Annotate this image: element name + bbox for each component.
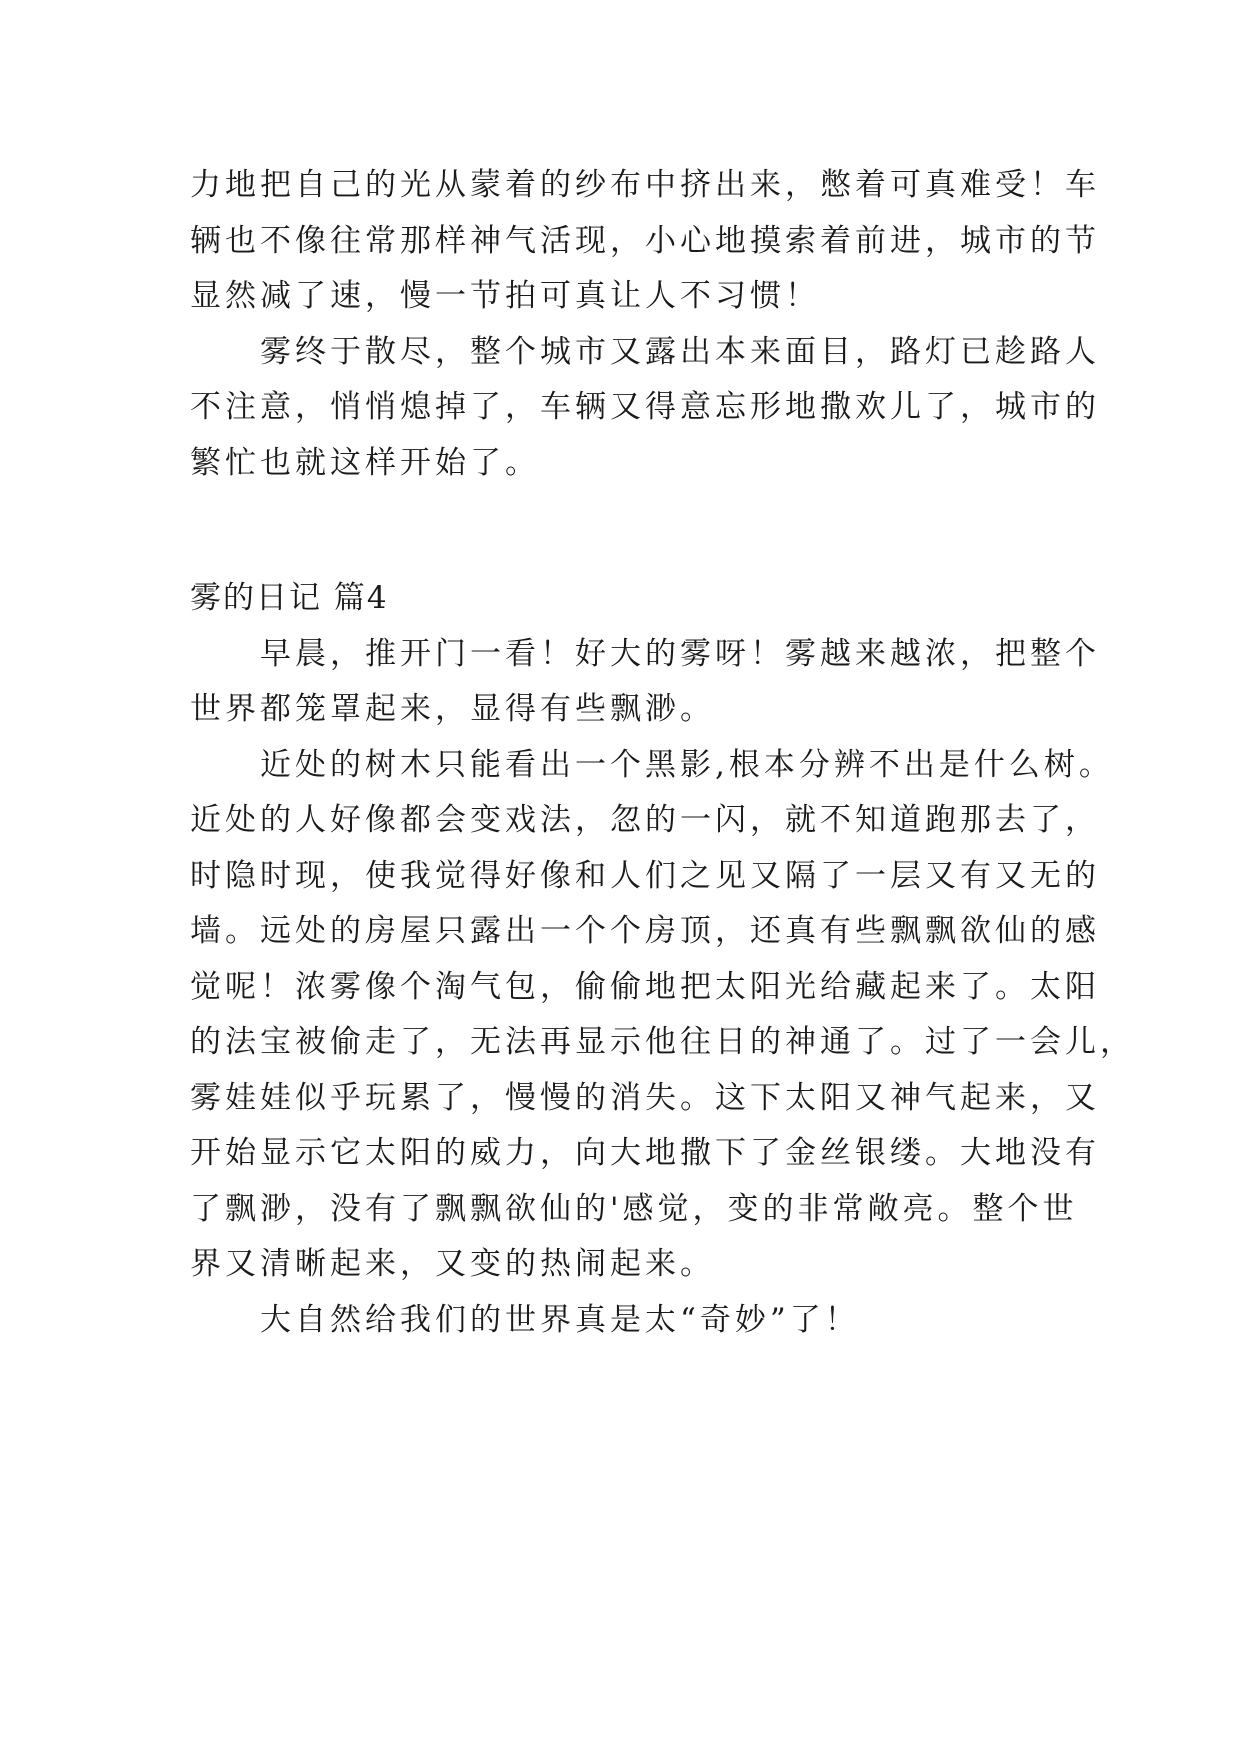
section-gap	[190, 491, 1060, 571]
text-line: 世界都笼罩起来，显得有些飘渺。	[190, 691, 715, 727]
text-line: 不注意，悄悄熄掉了，车辆又得意忘形地撒欢儿了，城市的	[190, 389, 1100, 425]
text-line: 雾娃娃似乎玩累了，慢慢的消失。这下太阳又神气起来，又	[190, 1079, 1100, 1116]
text-line: 的法宝被偷走了，无法再显示他往日的神通了。过了一会儿，	[190, 1024, 1135, 1060]
text-line: 早晨，推开门一看！好大的雾呀！雾越来越浓，把整个	[260, 635, 1100, 672]
text-line: 墙。远处的房屋只露出一个个房顶，还真有些飘飘欲仙的感	[190, 913, 1100, 949]
text-line: 了飘渺，没有了飘飘欲仙的'感觉，变的非常敞亮。整个世	[190, 1190, 1078, 1227]
paragraph-fog-clears	[190, 325, 1100, 492]
paragraph-street-scene	[190, 158, 1100, 325]
paragraph-fog-description	[190, 738, 1135, 1293]
text-line: 雾终于散尽，整个城市又露出本来面目，路灯已趁路人	[260, 333, 1100, 370]
text-line: 近处的树木只能看出一个黑影,根本分辨不出是什么树。	[260, 746, 1114, 783]
text-line: 时隐时现，使我觉得好像和人们之见又隔了一层又有又无的	[190, 857, 1100, 894]
text-line: 显然减了速，慢一节拍可真让人不习惯！	[190, 278, 820, 314]
text-line: 界又清晰起来，又变的热闹起来。	[190, 1246, 715, 1282]
text-line: 开始显示它太阳的威力，向大地撒下了金丝银缕。大地没有	[190, 1135, 1100, 1171]
text-line: 繁忙也就这样开始了。	[190, 444, 540, 481]
paragraph-morning-fog	[190, 627, 1100, 738]
text-line: 近处的人好像都会变戏法，忽的一闪，就不知道跑那去了，	[190, 802, 1100, 838]
text-line: 辆也不像往常那样神气活现，小心地摸索着前进，城市的节	[190, 222, 1100, 259]
paragraph-conclusion	[190, 1293, 1060, 1349]
text-line: 大自然给我们的世界真是太“奇妙”了！	[260, 1301, 860, 1338]
text-line: 力地把自己的光从蒙着的纱布中挤出来，憋着可真难受！车	[190, 167, 1100, 203]
section-title: 雾的日记 篇4	[190, 580, 389, 616]
text-line: 觉呢！浓雾像个淘气包，偷偷地把太阳光给藏起来了。太阳	[190, 968, 1100, 1005]
document-body	[190, 158, 1135, 1348]
